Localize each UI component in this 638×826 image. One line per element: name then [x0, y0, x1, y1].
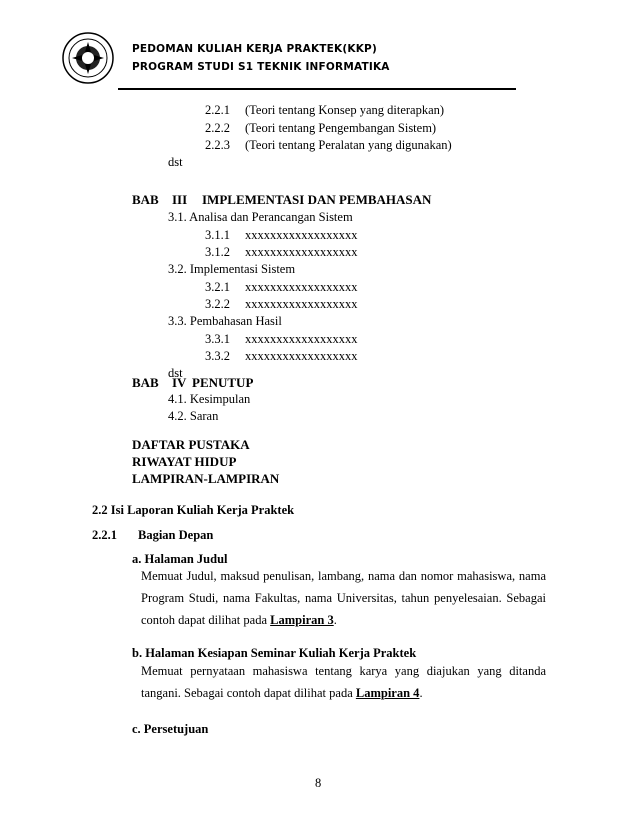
chapter-label: BAB — [132, 375, 159, 390]
toc-number: 3.2.2 — [205, 297, 230, 311]
university-seal-icon — [62, 32, 114, 84]
paragraph-text: contoh dapat dilihat pada — [141, 613, 271, 627]
paragraph-text: . — [419, 686, 423, 700]
toc-number: 3.3.2 — [205, 349, 230, 363]
paragraph-line: Memuat pernyataan mahasiswa tentang karya yang diajukan yang ditanda — [141, 664, 546, 678]
toc-number: 2.2.2 — [205, 121, 230, 135]
toc-number: 2.2.1 — [205, 103, 230, 117]
toc-text: xxxxxxxxxxxxxxxxxx — [245, 245, 358, 259]
paragraph-line: Memuat Judul, maksud penulisan, lambang, nama dan nomor mahasiswa, nama — [141, 569, 546, 583]
toc-number: 3.2.1 — [205, 280, 230, 294]
part-heading: c. Persetujuan — [132, 722, 209, 736]
toc-text: xxxxxxxxxxxxxxxxxx — [245, 280, 358, 294]
part-heading: a. Halaman Judul — [132, 552, 228, 566]
toc-text: xxxxxxxxxxxxxxxxxx — [245, 228, 358, 242]
paragraph-text: . — [333, 613, 337, 627]
toc-riwayat-hidup: RIWAYAT HIDUP — [132, 454, 237, 469]
toc-section: 3.3. Pembahasan Hasil — [168, 314, 282, 328]
toc-number: 3.1.2 — [205, 245, 230, 259]
lampiran-3-link[interactable]: Lampiran 3 — [270, 613, 334, 627]
paragraph-text: tangani. Sebagai contoh dapat dilihat pada — [141, 686, 356, 700]
toc-section: 3.2. Implementasi Sistem — [168, 262, 296, 276]
paragraph-line: Program Studi, nama Fakultas, nama Universitas, tahun penyelesaian. Sebagai — [141, 591, 546, 605]
section-heading: 2.2 Isi Laporan Kuliah Kerja Praktek — [92, 503, 295, 517]
toc-daftar-pustaka: DAFTAR PUSTAKA — [132, 437, 250, 452]
toc-text: (Teori tentang Konsep yang diterapkan) — [245, 103, 445, 117]
toc-lampiran: LAMPIRAN-LAMPIRAN — [132, 471, 280, 486]
chapter-title: IMPLEMENTASI DAN PEMBAHASAN — [202, 192, 432, 207]
part-a-paragraph — [141, 565, 546, 631]
header-rule — [118, 88, 516, 90]
toc-text: xxxxxxxxxxxxxxxxxx — [245, 349, 358, 363]
header-program: PROGRAM STUDI S1 TEKNIK INFORMATIKA — [132, 61, 390, 73]
part-heading: b. Halaman Kesiapan Seminar Kuliah Kerja Praktek — [132, 646, 417, 660]
page-number: 8 — [315, 776, 322, 790]
toc-section: 4.2. Saran — [168, 409, 219, 423]
toc-section: 4.1. Kesimpulan — [168, 392, 251, 406]
toc-text: xxxxxxxxxxxxxxxxxx — [245, 297, 358, 311]
lampiran-4-link[interactable]: Lampiran 4 — [355, 686, 420, 700]
subsection-title: Bagian Depan — [138, 528, 214, 542]
part-b-paragraph — [141, 660, 546, 704]
chapter-title: PENUTUP — [192, 375, 254, 390]
paragraph-line — [141, 609, 546, 631]
toc-continuation: dst — [168, 366, 183, 380]
chapter-number: IV — [172, 375, 187, 390]
toc-text: (Teori tentang Pengembangan Sistem) — [245, 121, 437, 135]
toc-number: 3.3.1 — [205, 332, 230, 346]
subsection-number: 2.2.1 — [92, 528, 117, 542]
header-title: PEDOMAN KULIAH KERJA PRAKTEK(KKP) — [132, 43, 377, 55]
chapter-number: III — [172, 192, 188, 207]
toc-number: 3.1.1 — [205, 228, 230, 242]
toc-continuation: dst — [168, 155, 183, 169]
toc-text: (Teori tentang Peralatan yang digunakan) — [245, 138, 452, 152]
chapter-label: BAB — [132, 192, 159, 207]
toc-text: xxxxxxxxxxxxxxxxxx — [245, 332, 358, 346]
toc-section: 3.1. Analisa dan Perancangan Sistem — [168, 210, 353, 224]
paragraph-line — [141, 682, 546, 704]
toc-number: 2.2.3 — [205, 138, 230, 152]
